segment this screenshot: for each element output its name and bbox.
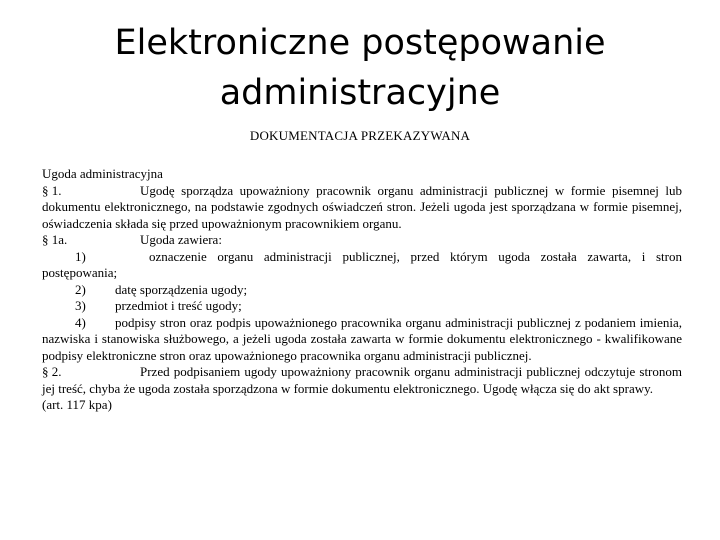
section-heading: Ugoda administracyjna <box>42 166 163 181</box>
document-body <box>42 166 682 414</box>
paragraph-1a-number: § 1a. <box>42 232 68 247</box>
paragraph-1a-text: Ugoda zawiera: <box>140 232 222 247</box>
paragraph-2-text: Przed podpisaniem ugody upoważniony pracownik organu administracji publicznej odczytuje stronom jej treść, chyba że ugoda została sporządzona w formie dokumentu elektronicznego. Ugodę włącza się do akt sprawy. <box>42 364 682 396</box>
list-item-text: przedmiot i treść ugody; <box>115 298 242 313</box>
list-item-number: 2) <box>75 281 86 297</box>
title-line-1: Elektroniczne postępowanie <box>114 23 606 63</box>
list-item <box>42 249 682 282</box>
list-item-text: podpisy stron oraz podpis upoważnionego pracownika organu administracji publicznej z podaniem imienia, nazwiska i stanowiska służbowego, a jeżeli ugoda została zawarta w formie dokumentu elektronicznego - kwalifikowane podpisy elektroniczne stron oraz upoważnionego pracownika organu administracji publicznej. <box>42 314 682 363</box>
paragraph-1-text: Ugodę sporządza upoważniony pracownik organu administracji publicznej w formie pisemnej lub dokumentu elektronicznego, na podstawie zgodnych oświadczeń stron. Jeżeli ugoda jest sporządzana w formie pisemnej, oświadczenia składa się przed upoważnionym pracownikiem organu. <box>42 182 682 231</box>
paragraph-1-number: § 1. <box>42 182 62 198</box>
paragraph-2 <box>42 364 682 397</box>
paragraph-1a <box>42 232 682 249</box>
source-citation: (art. 117 kpa) <box>42 397 112 412</box>
list-item-text: oznaczenie organu administracji publicznej, przed którym ugoda została zawarta, i stron postępowania; <box>42 248 682 280</box>
list-item-number: 4) <box>75 314 86 330</box>
list-item-text: datę sporządzenia ugody; <box>115 281 248 297</box>
list-item-number: 1) <box>75 248 86 264</box>
list-item <box>42 298 682 315</box>
title-line-2: administracyjne <box>219 73 501 113</box>
slide-title <box>0 18 720 118</box>
list-item <box>42 282 682 299</box>
paragraph-2-number: § 2. <box>42 364 62 379</box>
list-item <box>42 315 682 365</box>
paragraph-1 <box>42 183 682 233</box>
slide-subtitle: DOKUMENTACJA PRZEKAZYWANA <box>249 128 471 143</box>
list-item-number: 3) <box>75 298 86 313</box>
